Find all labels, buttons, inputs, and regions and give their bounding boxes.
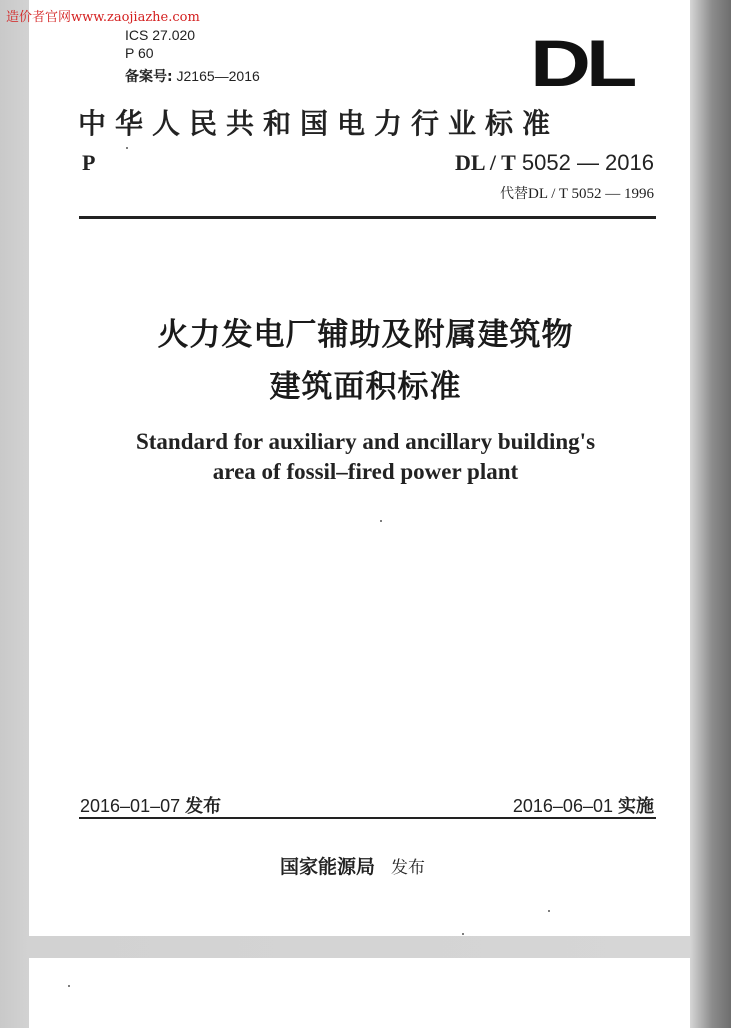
header-divider: [79, 216, 656, 219]
scan-speck: [548, 910, 550, 912]
publisher: [280, 852, 425, 879]
replaces-value: DL / T 5052 — 1996: [528, 186, 654, 202]
effective-label: 实施: [618, 796, 654, 817]
title-en-line2: area of fossil–fired power plant: [212, 459, 519, 484]
scan-speck: [126, 147, 128, 149]
publisher-name: 国家能源局: [280, 856, 376, 878]
scan-speck: [380, 520, 382, 522]
title-cn-line1: 火力发电厂辅助及附属建筑物: [157, 317, 574, 353]
footer-divider: [79, 817, 656, 819]
classification-letter: P: [82, 150, 96, 175]
ics-code: ICS 27.020: [125, 27, 196, 43]
issue-label: 发布: [185, 796, 222, 817]
publisher-action: 发布: [391, 858, 426, 878]
title-cn-line2: 建筑面积标准: [269, 369, 462, 405]
effective-date-value: 2016–06–01: [512, 796, 613, 816]
next-page: [29, 958, 690, 1028]
watermark: 造价者官网www.zaojiazhe.com: [6, 10, 200, 25]
standard-year-number: 5052 — 2016: [521, 150, 654, 175]
effective-date: [513, 792, 654, 818]
category-code: P 60: [125, 45, 154, 61]
issue-date: [80, 792, 221, 818]
filing-label: 备案号:: [125, 69, 173, 85]
standard-number: [455, 150, 654, 176]
scan-speck: [68, 985, 70, 987]
replaces-label: 代替: [500, 186, 529, 202]
issue-date-value: 2016–01–07: [80, 796, 181, 816]
industry-standard-heading: 中华人民共和国电力行业标准: [78, 107, 560, 140]
replaces-standard: [500, 183, 654, 203]
dl-logo: DL: [530, 26, 633, 100]
filing-value: J2165—2016: [176, 68, 260, 84]
title-en-line1: Standard for auxiliary and ancillary building's: [135, 429, 596, 454]
standard-prefix: DL / T: [455, 150, 516, 175]
filing-number: [125, 66, 260, 86]
scan-speck: [462, 933, 464, 935]
